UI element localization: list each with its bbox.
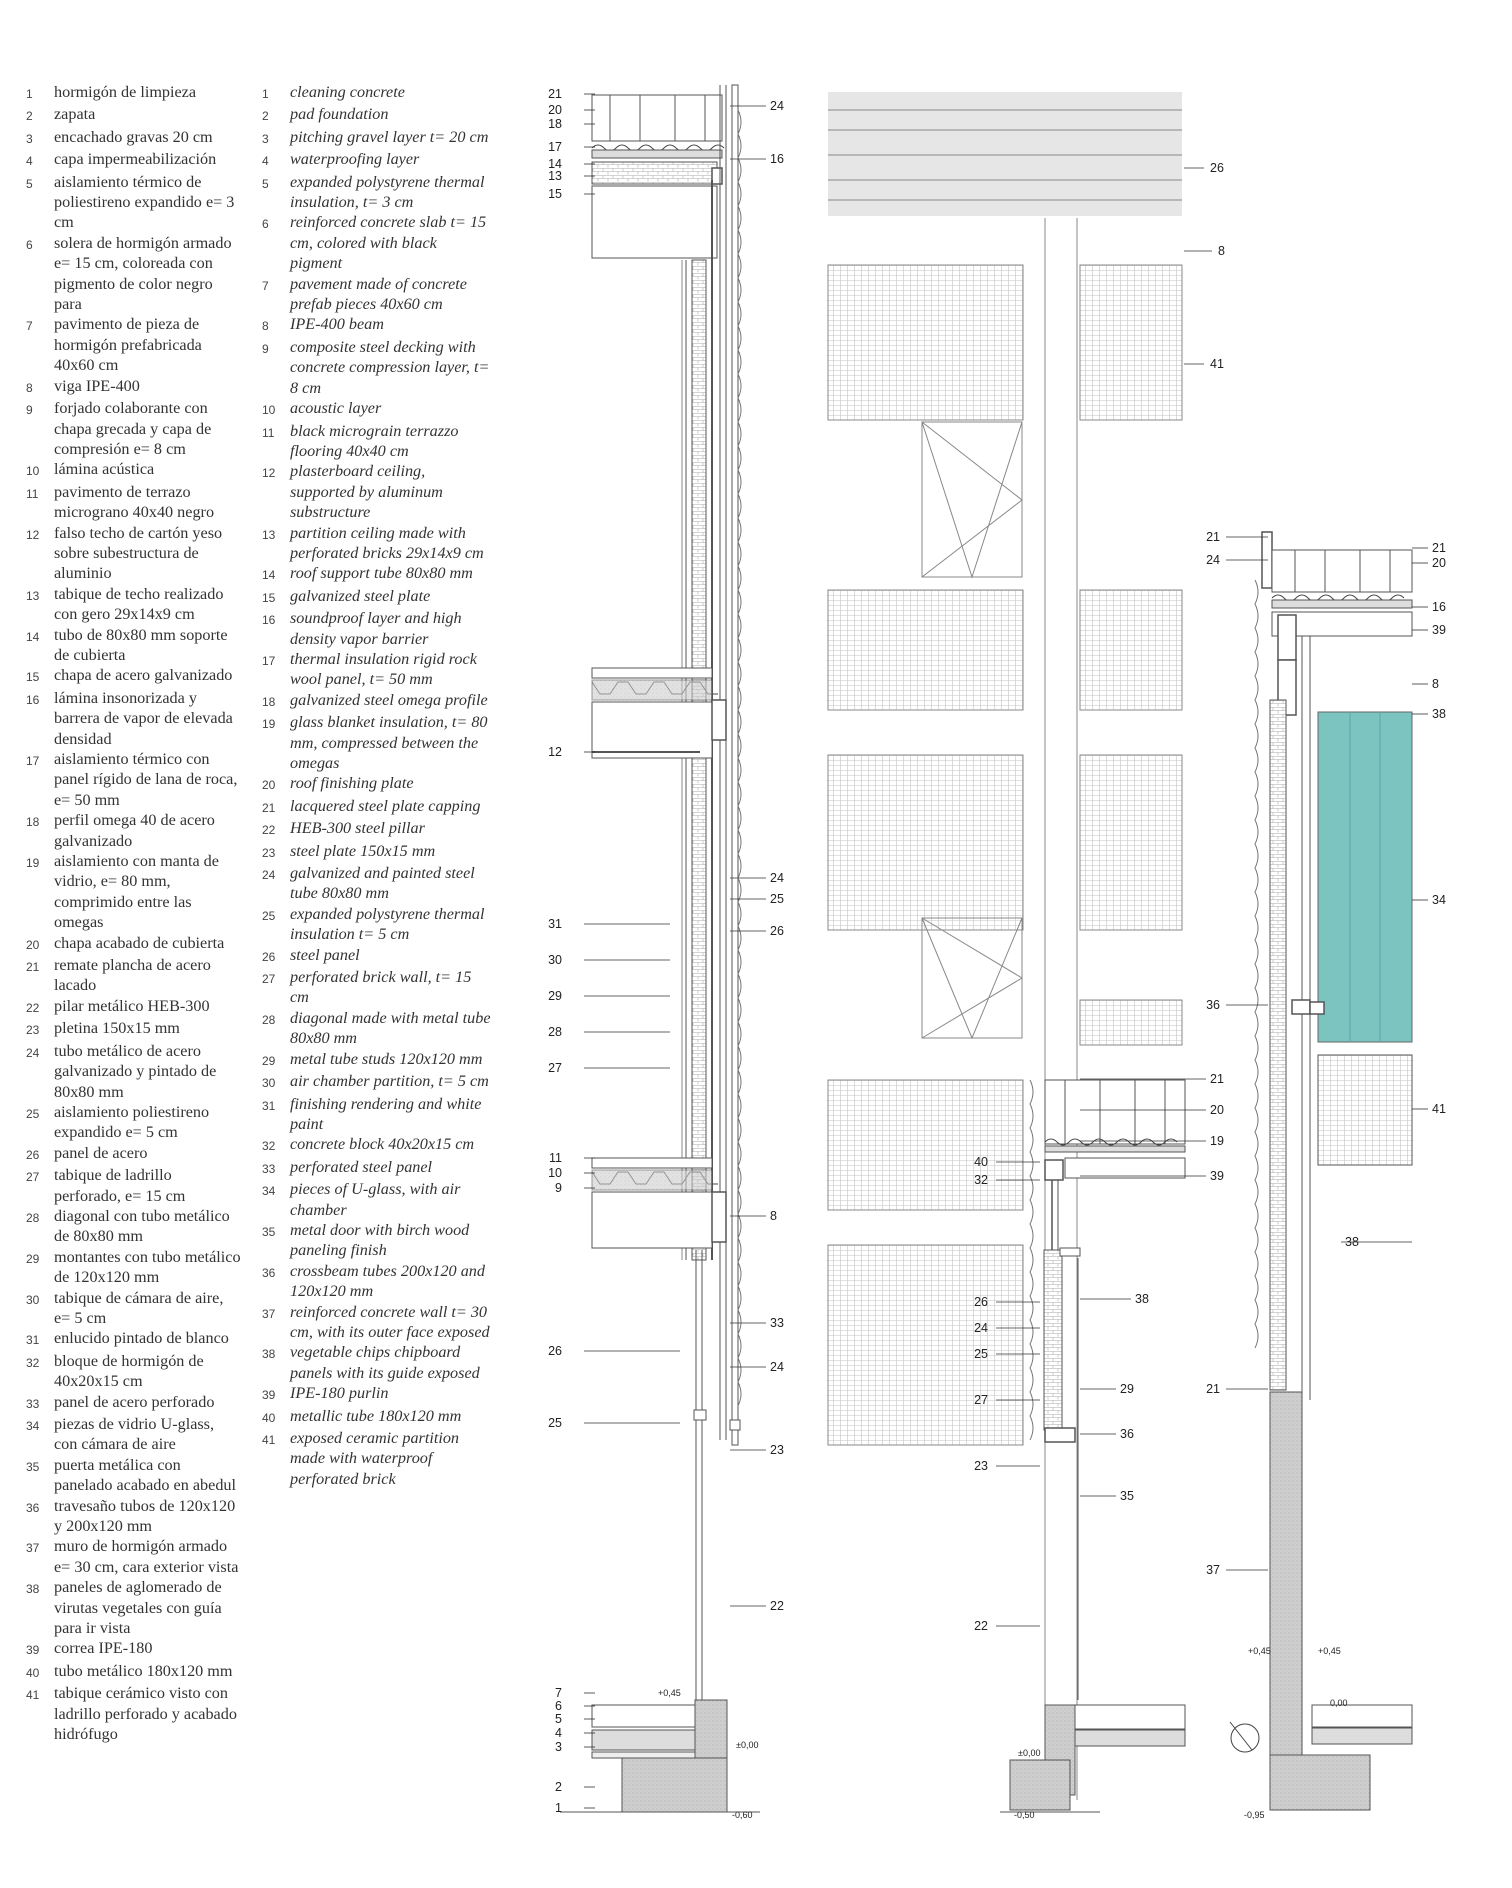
- legend-number: 25: [262, 908, 276, 923]
- callout-label: 27: [548, 1061, 562, 1075]
- legend-number: 39: [26, 1643, 40, 1658]
- callout-label: 25: [548, 1416, 562, 1430]
- callout-label: 39: [1432, 623, 1446, 637]
- legend-text: galvanized steel omega profile: [290, 690, 488, 709]
- legend-text: lámina acústica: [54, 460, 155, 479]
- section-2: [1000, 1080, 1185, 1812]
- callout-label: 24: [1206, 553, 1220, 567]
- callout-label: 15: [548, 187, 562, 201]
- callout-label: 8: [770, 1209, 777, 1223]
- legend-text: partition ceiling made with perforated bricks 29x14x9 cm: [290, 523, 484, 562]
- legend-number: 41: [262, 1433, 276, 1447]
- legend-text: reinforced concrete wall t= 30 cm, with its outer face exposed: [290, 1302, 490, 1341]
- callout-label: 36: [1206, 998, 1220, 1012]
- callout-label: 18: [548, 117, 562, 131]
- legend-number: 19: [262, 717, 276, 732]
- legend-number: 32: [26, 1355, 40, 1370]
- legend-number: 4: [26, 154, 33, 169]
- legend-number: 14: [26, 629, 40, 644]
- callout-label: 39: [1210, 1169, 1224, 1183]
- legend-text: pitching gravel layer t= 20 cm: [290, 127, 489, 146]
- legend-number: 4: [262, 154, 269, 169]
- legend-number: 28: [26, 1210, 40, 1225]
- legend-text: tabique cerámico visto con ladrillo perforado y acabado hidrófugo: [54, 1684, 237, 1744]
- callout-label: 13: [548, 169, 562, 183]
- legend-number: 8: [26, 380, 33, 395]
- legend-text: finishing rendering and white paint: [290, 1094, 482, 1133]
- legend-number: 5: [26, 176, 33, 191]
- legend-number: 22: [262, 823, 276, 838]
- callout-label: 24: [770, 871, 784, 885]
- legend-text: enlucido pintado de blanco: [54, 1329, 229, 1348]
- legend-text: puerta metálica con panelado acabado en abedul: [54, 1455, 237, 1495]
- callout-label: 8: [1432, 677, 1439, 691]
- legend-text: tubo metálico 180x120 mm: [54, 1661, 233, 1680]
- legend-number: 12: [262, 466, 276, 481]
- callout-label: 9: [555, 1181, 562, 1195]
- callout-label: 23: [974, 1459, 988, 1473]
- legend-number: 19: [26, 856, 40, 871]
- legend-text: panel de acero perforado: [54, 1392, 215, 1411]
- legend-text: pad foundation: [290, 105, 389, 124]
- legend-text: chapa acabado de cubierta: [54, 933, 225, 952]
- legend-number: 24: [262, 868, 276, 883]
- callout-label: 3: [555, 1740, 562, 1754]
- callout-label: 2: [555, 1780, 562, 1794]
- legend-number: 10: [262, 403, 276, 418]
- callout-label: 26: [974, 1295, 988, 1309]
- legend-text: waterproofing layer: [290, 150, 420, 169]
- callout-label: -0,50: [1014, 1810, 1035, 1820]
- legend-text: cleaning concrete: [290, 83, 405, 101]
- legend-number: 7: [26, 319, 33, 334]
- legend-text: galvanized steel plate: [290, 586, 431, 605]
- legend-number: 38: [262, 1347, 276, 1362]
- legend-text: diagonal made with metal tube 80x80 mm: [290, 1008, 491, 1048]
- callout-label: 32: [974, 1173, 988, 1187]
- legend-text: tabique de cámara de aire, e= 5 cm: [54, 1288, 224, 1327]
- legend-number: 35: [262, 1224, 276, 1239]
- legend-text: pletina 150x15 mm: [54, 1019, 180, 1038]
- callout-label: 31: [548, 917, 562, 931]
- legend-number: 7: [262, 278, 269, 293]
- callout-label: 24: [770, 99, 784, 113]
- legend-number: 33: [262, 1161, 276, 1176]
- legend-text: chapa de acero galvanizado: [54, 666, 233, 685]
- legend-number: 31: [262, 1098, 276, 1113]
- legend-text: thermal insulation rigid rock wool panel, t= 50 mm: [290, 649, 477, 689]
- legend-text: solera de hormigón armado e= 15 cm, coloreada con pigmento de color negro para: [54, 233, 232, 314]
- callout-label: -0,95: [1244, 1810, 1265, 1820]
- legend-number: 35: [26, 1459, 40, 1474]
- legend-number: 3: [26, 131, 33, 146]
- legend-number: 2: [262, 109, 269, 124]
- legend-text: glass blanket insulation, t= 80 mm, compressed between the omegas: [290, 713, 488, 772]
- callout-label: 20: [1432, 556, 1446, 570]
- callout-label: 21: [1432, 541, 1446, 555]
- legend-text: forjado colaborante con chapa grecada y capa de compresión e= 8 cm: [54, 399, 212, 458]
- legend-number: 15: [26, 670, 40, 685]
- callout-label: 24: [974, 1321, 988, 1335]
- legend-number: 30: [26, 1292, 40, 1307]
- legend-number: 13: [26, 588, 40, 603]
- legend-number: 29: [26, 1251, 40, 1266]
- legend-text: falso techo de cartón yeso sobre subestructura de aluminio: [54, 523, 223, 583]
- legend-text: acoustic layer: [290, 399, 382, 418]
- legend-text: roof support tube 80x80 mm: [290, 564, 473, 583]
- section-1: [560, 85, 760, 1812]
- legend-number: 30: [262, 1076, 276, 1091]
- legend-text: travesaño tubos de 120x120 y 200x120 mm: [54, 1496, 236, 1536]
- callout-label: 41: [1210, 357, 1224, 371]
- legend-number: 27: [262, 972, 276, 987]
- callout-label: 35: [1120, 1489, 1134, 1503]
- callout-label: 6: [555, 1699, 562, 1713]
- legend-text: panel de acero: [54, 1143, 148, 1162]
- legend-text: bloque de hormigón de 40x20x15 cm: [54, 1351, 204, 1391]
- callout-label: 26: [1210, 161, 1224, 175]
- callout-label: 16: [770, 152, 784, 166]
- legend-text: piezas de vidrio U-glass, con cámara de aire: [54, 1415, 215, 1454]
- callout-label: 17: [548, 140, 562, 154]
- legend-number: 9: [262, 341, 269, 356]
- legend-number: 8: [262, 319, 269, 334]
- callout-label: 21: [1206, 530, 1220, 544]
- legend-number: 36: [26, 1500, 40, 1515]
- legend-text: concrete block 40x20x15 cm: [290, 1135, 475, 1154]
- legend-number: 16: [26, 692, 40, 707]
- legend-number: 13: [262, 527, 276, 542]
- callout-label: 21: [1210, 1072, 1224, 1086]
- legend-number: 17: [262, 653, 276, 668]
- callout-label: 38: [1432, 707, 1446, 721]
- legend-text: tabique de techo realizado con gero 29x14x9 cm: [54, 584, 224, 624]
- section-3: [1230, 532, 1412, 1810]
- callout-label: 12: [548, 745, 562, 759]
- legend-text: vegetable chips chipboard panels with its guide exposed: [290, 1343, 480, 1382]
- legend-number: 40: [26, 1665, 40, 1680]
- callout-label: 37: [1206, 1563, 1220, 1577]
- callout-label: 26: [770, 924, 784, 938]
- callout-label: 40: [974, 1155, 988, 1169]
- legend-text: roof finishing plate: [290, 774, 414, 793]
- legend-number: 28: [262, 1012, 276, 1027]
- callout-label: -0,60: [732, 1810, 753, 1820]
- legend-number: 18: [262, 694, 276, 709]
- legend-text: capa impermeabilización: [54, 150, 217, 169]
- legend-number: 34: [262, 1184, 276, 1199]
- legend-text: encachado gravas 20 cm: [54, 127, 213, 146]
- legend-text: perforated brick wall, t= 15 cm: [290, 968, 472, 1007]
- legend-text: viga IPE-400: [54, 376, 140, 395]
- legend-text: expanded polystyrene thermal insulation, t= 3 cm: [290, 172, 485, 212]
- callout-label: 20: [548, 103, 562, 117]
- callout-label: 5: [555, 1712, 562, 1726]
- legend-text: aislamiento poliestireno expandido e= 5 cm: [54, 1102, 210, 1142]
- callout-label: 1: [555, 1801, 562, 1815]
- callout-label: 24: [770, 1360, 784, 1374]
- legend-text: pavimento de pieza de hormigón prefabricada 40x60 cm: [54, 315, 202, 375]
- callout-label: +0,45: [658, 1688, 681, 1698]
- callout-label: 16: [1432, 600, 1446, 614]
- legend-number: 14: [262, 568, 276, 583]
- legend-text: steel plate 150x15 mm: [290, 841, 436, 860]
- legend-number: 12: [26, 527, 40, 542]
- legend-text: diagonal con tubo metálico de 80x80 mm: [54, 1206, 230, 1246]
- callout-label: 27: [974, 1393, 988, 1407]
- legend-number: 32: [262, 1139, 276, 1154]
- legend-text: IPE-180 purlin: [290, 1384, 389, 1403]
- legend-number: 9: [26, 403, 33, 418]
- legend-text: lámina insonorizada y barrera de vapor de elevada densidad: [54, 688, 233, 748]
- legend-text: correa IPE-180: [54, 1639, 153, 1658]
- legend-text: zapata: [54, 105, 96, 124]
- legend-text: perfil omega 40 de acero galvanizado: [54, 811, 215, 850]
- callout-label: 38: [1135, 1292, 1149, 1306]
- legend-number: 38: [26, 1582, 40, 1597]
- legend-number: 6: [262, 217, 269, 232]
- legend-number: 18: [26, 815, 40, 830]
- callout-label: 28: [548, 1025, 562, 1039]
- legend-number: 36: [262, 1265, 276, 1280]
- callout-label: 29: [1120, 1382, 1134, 1396]
- callout-label: 33: [770, 1316, 784, 1330]
- legend-text: pilar metálico HEB-300: [54, 996, 210, 1015]
- legend-text: paneles de aglomerado de virutas vegetales con guía para ir vista: [54, 1578, 222, 1638]
- legend-text: hormigón de limpieza: [54, 83, 197, 101]
- legend-number: 15: [262, 590, 276, 605]
- callout-label: 29: [548, 989, 562, 1003]
- legend-text: tabique de ladrillo perforado, e= 15 cm: [54, 1166, 186, 1205]
- callout-label: 41: [1432, 1102, 1446, 1116]
- callout-label: ±0,00: [736, 1740, 759, 1750]
- callout-label: 11: [549, 1151, 562, 1165]
- legend-number: 37: [262, 1306, 276, 1321]
- legend-text: black micrograin terrazzo flooring 40x40 cm: [290, 421, 459, 460]
- legend-number: 20: [262, 778, 276, 793]
- callout-label: 19: [1210, 1134, 1224, 1148]
- callout-label: 21: [548, 87, 562, 101]
- legend-number: 37: [26, 1541, 40, 1556]
- legend-text: pieces of U-glass, with air chamber: [290, 1180, 461, 1219]
- callout-label: 21: [1206, 1382, 1220, 1396]
- legend-text: IPE-400 beam: [290, 315, 384, 334]
- callout-label: 34: [1432, 893, 1446, 907]
- legend-text: tubo de 80x80 mm soporte de cubierta: [54, 625, 228, 664]
- legend-number: 5: [262, 176, 269, 191]
- callout-label: 0,00: [1330, 1698, 1348, 1708]
- legend-number: 20: [26, 937, 40, 952]
- legend-number: 41: [26, 1688, 40, 1703]
- legend-text: exposed ceramic partition made with waterproof perforated brick: [290, 1429, 460, 1488]
- legend-number: 40: [262, 1410, 276, 1425]
- legend-text: crossbeam tubes 200x120 and 120x120 mm: [290, 1261, 485, 1301]
- legend-number: 25: [26, 1106, 40, 1121]
- legend-text: lacquered steel plate capping: [290, 796, 481, 815]
- legend-text: metallic tube 180x120 mm: [290, 1406, 462, 1425]
- legend-text: soundproof layer and high density vapor barrier: [290, 609, 462, 648]
- legend-text: metal tube studs 120x120 mm: [290, 1049, 483, 1068]
- legend-text: aislamiento con manta de vidrio, e= 80 mm, comprimido entre las omegas: [54, 852, 219, 932]
- legend-number: 39: [262, 1388, 276, 1403]
- legend-text: steel panel: [290, 945, 360, 964]
- legend-text: aislamiento térmico con panel rígido de lana de roca, e= 50 mm: [54, 750, 238, 809]
- legend-number: 27: [26, 1170, 40, 1185]
- legend-number: 26: [26, 1147, 40, 1162]
- legend-number: 23: [26, 1023, 40, 1038]
- callout-label: 22: [974, 1619, 988, 1633]
- legend-text: muro de hormigón armado e= 30 cm, cara exterior vista: [54, 1537, 239, 1576]
- legend-number: 11: [262, 425, 275, 440]
- legend-text: remate plancha de acero lacado: [54, 956, 211, 995]
- callout-label: 20: [1210, 1103, 1224, 1117]
- legend-number: 33: [26, 1396, 40, 1411]
- legend-text: galvanized and painted steel tube 80x80 mm: [290, 864, 475, 903]
- legend-number: 10: [26, 464, 40, 479]
- callout-label: 26: [548, 1344, 562, 1358]
- elevation-facade: [828, 92, 1182, 1800]
- callout-label: 36: [1120, 1427, 1134, 1441]
- legend-text: aislamiento térmico de poliestireno expandido e= 3 cm: [54, 172, 235, 232]
- legend-text: HEB-300 steel pillar: [290, 819, 425, 838]
- legend-number: 22: [26, 1000, 40, 1015]
- legend-number: 21: [262, 800, 276, 815]
- legend-number: 17: [26, 754, 40, 768]
- legend-number: 3: [262, 131, 269, 146]
- legend-number: 24: [26, 1045, 40, 1060]
- callout-label: 7: [555, 1686, 562, 1700]
- callout-label: 10: [548, 1166, 562, 1180]
- callout-label: 38: [1345, 1235, 1359, 1249]
- legend-number: 16: [262, 613, 276, 628]
- legend-number: 11: [26, 486, 39, 501]
- legend-text: pavement made of concrete prefab pieces 40x60 cm: [290, 274, 467, 314]
- legend-number: 1: [262, 87, 269, 101]
- callout-label: +0,45: [1248, 1646, 1271, 1656]
- callout-label: 8: [1218, 244, 1225, 258]
- legend-number: 1: [26, 87, 33, 101]
- callout-label: 25: [770, 892, 784, 906]
- legend-text: metal door with birch wood paneling finish: [290, 1220, 470, 1260]
- legend-text: air chamber partition, t= 5 cm: [290, 1072, 489, 1091]
- legend-number: 2: [26, 109, 33, 124]
- callout-label: 30: [548, 953, 562, 967]
- legend-number: 29: [262, 1053, 276, 1068]
- legend-text: pavimento de terrazo micrograno 40x40 negro: [54, 482, 215, 522]
- callout-label: ±0,00: [1018, 1748, 1041, 1758]
- legend-number: 6: [26, 237, 33, 252]
- legend-number: 26: [262, 949, 276, 964]
- callout-label: 14: [548, 157, 562, 171]
- callout-label: +0,45: [1318, 1646, 1341, 1656]
- legend-number: 21: [26, 960, 40, 975]
- legend-text: montantes con tubo metálico de 120x120 mm: [54, 1247, 241, 1287]
- callout-label: 4: [555, 1726, 562, 1740]
- callout-label: 22: [770, 1599, 784, 1613]
- legend-text: perforated steel panel: [290, 1157, 433, 1176]
- legend-text: tubo metálico de acero galvanizado y pintado de 80x80 mm: [54, 1041, 217, 1101]
- legend-text: plasterboard ceiling, supported by aluminum substructure: [290, 462, 443, 522]
- callout-label: 25: [974, 1347, 988, 1361]
- legend-number: 23: [262, 845, 276, 860]
- callout-label: 23: [770, 1443, 784, 1457]
- legend-text: composite steel decking with concrete compression layer, t= 8 cm: [290, 337, 490, 397]
- legend-number: 34: [26, 1419, 40, 1433]
- legend-text: reinforced concrete slab t= 15 cm, colored with black pigment: [290, 213, 487, 273]
- legend-text: expanded polystyrene thermal insulation t= 5 cm: [290, 904, 485, 944]
- legend-number: 31: [26, 1333, 40, 1348]
